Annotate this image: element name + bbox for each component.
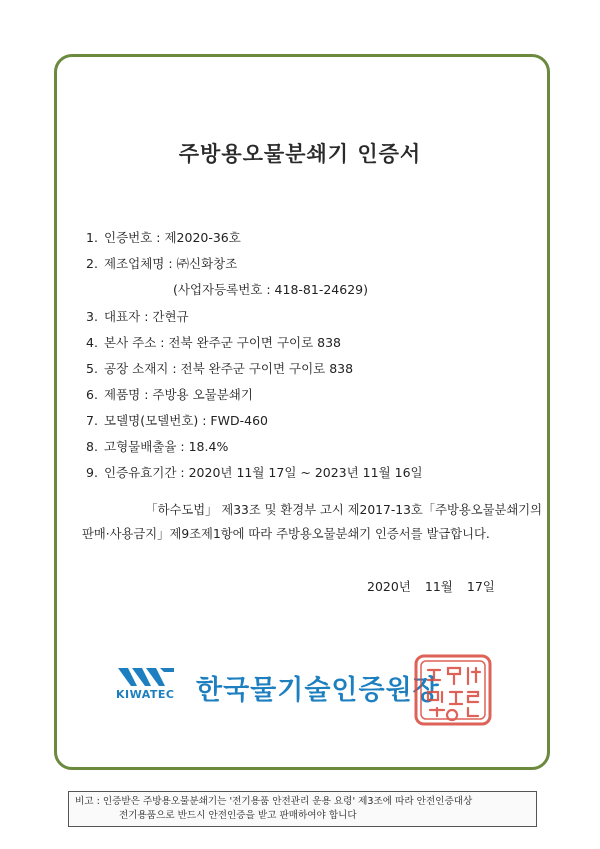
field-text: 대표자 : 간현규 [104, 309, 189, 324]
field-number: 7. [86, 413, 98, 428]
field-number: 2. [86, 256, 98, 271]
field-solids-discharge [86, 437, 228, 455]
field-number: 1. [86, 230, 98, 245]
field-representative [86, 307, 189, 325]
field-factory [86, 359, 353, 377]
business-registration-number: (사업자등록번호 : 418-81-24629) [173, 282, 368, 297]
field-manufacturer [86, 254, 237, 272]
kiwatec-logo-icon [116, 666, 176, 688]
field-head-office [86, 333, 341, 351]
field-text: 인증유효기간 : 2020년 11월 17일 ~ 2023년 11월 16일 [104, 465, 423, 480]
issue-date [367, 577, 509, 595]
field-text: 본사 주소 : 전북 완주군 구이면 구이로 838 [104, 335, 342, 350]
issuer-name: 한국물기술인증원장 [196, 675, 440, 706]
issue-day: 17일 [466, 579, 495, 594]
remarks-line: 전기용품으로 반드시 안전인증을 받고 판매하여야 합니다 [119, 810, 357, 821]
issue-month: 11월 [424, 579, 453, 594]
field-number: 8. [86, 439, 98, 454]
remarks-box [68, 791, 537, 827]
remarks-line: 비고 : 인증받은 주방용오물분쇄기는 '전기용품 안전관리 운용 요령' 제3조에 따라 안전인증대상 [75, 796, 473, 807]
statement-line: 판매·사용금지」제9조제1항에 따라 주방용오물분쇄기 인증서를 발급합니다. [82, 527, 490, 541]
certificate-statement [82, 498, 542, 546]
field-text: 공장 소재지 : 전북 완주군 구이면 구이로 838 [104, 361, 354, 376]
field-text: 제품명 : 주방용 오물분쇄기 [104, 387, 253, 402]
field-text: 제조업체명 : ㈜신화창조 [104, 256, 238, 271]
field-cert-number [86, 228, 241, 246]
field-number: 6. [86, 387, 98, 402]
field-number: 3. [86, 309, 98, 324]
field-text: 모델명(모델번호) : FWD-460 [104, 413, 268, 428]
field-number: 4. [86, 335, 98, 350]
page-title: 주방용오물분쇄기 인증서 [178, 142, 422, 166]
kiwatec-logo-text: KIWATEC [116, 688, 175, 701]
issue-year: 2020년 [367, 579, 411, 594]
statement-line: 「하수도법」 제33조 및 환경부 고시 제2017-13호「주방용오물분쇄기의 [145, 503, 542, 517]
field-text: 고형물배출율 : 18.4% [104, 439, 229, 454]
official-seal-icon [412, 652, 494, 728]
field-validity-period [86, 463, 423, 481]
field-text: 인증번호 : 제2020-36호 [104, 230, 241, 245]
field-model [86, 411, 268, 429]
field-number: 5. [86, 361, 98, 376]
field-number: 9. [86, 465, 98, 480]
field-product-name [86, 385, 253, 403]
